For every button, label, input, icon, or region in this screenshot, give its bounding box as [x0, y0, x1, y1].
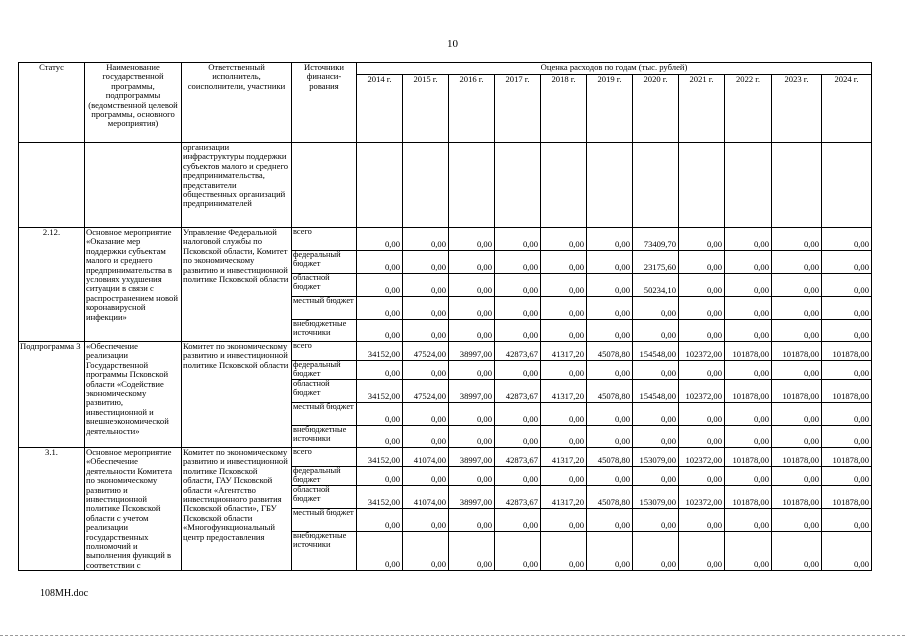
- funding-source: местный бюджет: [292, 509, 357, 532]
- amount-cell: 0,00: [725, 297, 772, 320]
- budget-table: [18, 62, 872, 571]
- amount-cell: 0,00: [403, 228, 449, 251]
- funding-source: федеральный бюджет: [292, 361, 357, 380]
- amount-cell: 0,00: [495, 251, 541, 274]
- amount-cell: 101878,00: [772, 342, 822, 361]
- amount-cell: 0,00: [679, 532, 725, 571]
- table-row: [19, 228, 872, 251]
- amount-cell: 0,00: [822, 297, 872, 320]
- amount-cell: 0,00: [633, 532, 679, 571]
- amount-cell: 0,00: [541, 509, 587, 532]
- amount-cell: 0,00: [587, 251, 633, 274]
- amount-cell: 0,00: [822, 509, 872, 532]
- header-year: 2014 г.: [357, 75, 403, 143]
- amount-cell: 154548,00: [633, 380, 679, 403]
- amount-cell: 0,00: [587, 274, 633, 297]
- amount-cell: 0,00: [357, 509, 403, 532]
- header-executor: Ответственный исполнитель, соисполнители, участники: [182, 63, 292, 143]
- amount-cell: 0,00: [822, 251, 872, 274]
- amount-cell: 0,00: [541, 251, 587, 274]
- amount-cell: 0,00: [541, 274, 587, 297]
- amount-cell: 101878,00: [725, 486, 772, 509]
- amount-cell: 0,00: [495, 467, 541, 486]
- amount-cell: 0,00: [772, 509, 822, 532]
- row-status: Подпрограмма 3: [19, 342, 85, 448]
- amount-cell: 0,00: [587, 403, 633, 426]
- amount-cell: 0,00: [403, 320, 449, 342]
- amount-cell: 0,00: [822, 320, 872, 342]
- amount-cell: 0,00: [357, 361, 403, 380]
- amount-cell: 0,00: [495, 274, 541, 297]
- amount-cell: 41317,20: [541, 380, 587, 403]
- amount-cell: 34152,00: [357, 380, 403, 403]
- amount-cell: 0,00: [587, 361, 633, 380]
- amount-cell: 0,00: [587, 532, 633, 571]
- amount-cell: 0,00: [541, 297, 587, 320]
- amount-cell: 0,00: [633, 297, 679, 320]
- amount-cell: 45078,80: [587, 342, 633, 361]
- amount-cell: 0,00: [822, 274, 872, 297]
- amount-cell: 0,00: [449, 297, 495, 320]
- header-year: 2017 г.: [495, 75, 541, 143]
- amount-cell: 50234,10: [633, 274, 679, 297]
- amount-cell: 0,00: [679, 426, 725, 448]
- amount-cell: 0,00: [541, 320, 587, 342]
- amount-cell: 0,00: [587, 467, 633, 486]
- amount-cell: 0,00: [403, 403, 449, 426]
- header-year: 2016 г.: [449, 75, 495, 143]
- amount-cell: 0,00: [772, 467, 822, 486]
- amount-cell: 0,00: [633, 467, 679, 486]
- header-year: 2022 г.: [725, 75, 772, 143]
- amount-cell: 42873,67: [495, 342, 541, 361]
- amount-cell: 0,00: [633, 320, 679, 342]
- table-row: [19, 448, 872, 467]
- amount-cell: 34152,00: [357, 448, 403, 467]
- funding-source: областной бюджет: [292, 486, 357, 509]
- amount-cell: 101878,00: [725, 380, 772, 403]
- amount-cell: 23175,60: [633, 251, 679, 274]
- amount-cell: 0,00: [725, 274, 772, 297]
- amount-cell: 0,00: [587, 509, 633, 532]
- amount-cell: 0,00: [449, 509, 495, 532]
- amount-cell: 0,00: [587, 228, 633, 251]
- amount-cell: 38997,00: [449, 342, 495, 361]
- amount-cell: 0,00: [679, 297, 725, 320]
- amount-cell: 41317,20: [541, 342, 587, 361]
- amount-cell: 0,00: [357, 320, 403, 342]
- amount-cell: 42873,67: [495, 380, 541, 403]
- amount-cell: 0,00: [679, 251, 725, 274]
- amount-cell: 38997,00: [449, 380, 495, 403]
- amount-cell: 0,00: [587, 297, 633, 320]
- funding-source: местный бюджет: [292, 297, 357, 320]
- amount-cell: 0,00: [822, 361, 872, 380]
- amount-cell: 0,00: [541, 361, 587, 380]
- amount-cell: 0,00: [822, 532, 872, 571]
- amount-cell: 0,00: [357, 297, 403, 320]
- funding-source: областной бюджет: [292, 274, 357, 297]
- amount-cell: 0,00: [725, 320, 772, 342]
- amount-cell: 0,00: [449, 320, 495, 342]
- amount-cell: 0,00: [357, 228, 403, 251]
- amount-cell: 0,00: [541, 228, 587, 251]
- footer-filename: 108МН.doc: [40, 588, 89, 599]
- amount-cell: 0,00: [495, 228, 541, 251]
- amount-cell: 0,00: [725, 532, 772, 571]
- amount-cell: 101878,00: [822, 486, 872, 509]
- funding-source: всего: [292, 228, 357, 251]
- amount-cell: 0,00: [449, 274, 495, 297]
- amount-cell: 47524,00: [403, 380, 449, 403]
- amount-cell: 41074,00: [403, 486, 449, 509]
- funding-source: внебюджетные источники: [292, 320, 357, 342]
- amount-cell: 0,00: [449, 251, 495, 274]
- amount-cell: 101878,00: [822, 342, 872, 361]
- amount-cell: 0,00: [449, 361, 495, 380]
- amount-cell: 153079,00: [633, 486, 679, 509]
- amount-cell: 0,00: [495, 426, 541, 448]
- header-source: Источники финанси- рования: [292, 63, 357, 143]
- amount-cell: 101878,00: [772, 486, 822, 509]
- amount-cell: 0,00: [587, 320, 633, 342]
- amount-cell: 0,00: [772, 274, 822, 297]
- amount-cell: 0,00: [357, 532, 403, 571]
- funding-source: внебюджетные источники: [292, 532, 357, 571]
- amount-cell: 38997,00: [449, 448, 495, 467]
- funding-source: всего: [292, 448, 357, 467]
- funding-source: областной бюджет: [292, 380, 357, 403]
- amount-cell: 0,00: [495, 320, 541, 342]
- amount-cell: 0,00: [403, 467, 449, 486]
- amount-cell: 0,00: [725, 251, 772, 274]
- amount-cell: 101878,00: [822, 380, 872, 403]
- amount-cell: 0,00: [725, 467, 772, 486]
- amount-cell: 0,00: [772, 403, 822, 426]
- header-status: Статус: [19, 63, 85, 143]
- amount-cell: 0,00: [679, 274, 725, 297]
- page-number: 10: [447, 38, 458, 50]
- row-name: Основное мероприятие «Обеспечение деятельности Комитета по экономическому развитию и инвестиционной политике Псковской области с учетом реализации государственных полномочий и выполнения функций в соответствии с: [85, 448, 182, 571]
- amount-cell: 0,00: [679, 467, 725, 486]
- amount-cell: 0,00: [772, 320, 822, 342]
- amount-cell: 0,00: [725, 361, 772, 380]
- amount-cell: 0,00: [679, 403, 725, 426]
- amount-cell: 0,00: [725, 228, 772, 251]
- header-estimate: Оценка расходов по годам (тыс. рублей): [357, 63, 872, 75]
- amount-cell: 0,00: [403, 274, 449, 297]
- amount-cell: 0,00: [403, 532, 449, 571]
- amount-cell: 0,00: [822, 467, 872, 486]
- amount-cell: 0,00: [357, 274, 403, 297]
- funding-source: всего: [292, 342, 357, 361]
- amount-cell: 0,00: [725, 509, 772, 532]
- amount-cell: 0,00: [357, 251, 403, 274]
- amount-cell: 102372,00: [679, 448, 725, 467]
- amount-cell: 0,00: [587, 426, 633, 448]
- amount-cell: 0,00: [403, 361, 449, 380]
- amount-cell: 0,00: [679, 320, 725, 342]
- header-year: 2023 г.: [772, 75, 822, 143]
- funding-source: федеральный бюджет: [292, 467, 357, 486]
- amount-cell: 101878,00: [725, 342, 772, 361]
- amount-cell: 0,00: [772, 426, 822, 448]
- row-executor: Управление Федеральной налоговой службы по Псковской области, Комитет по экономическому развитию и инвестиционной политике Псковской области: [182, 228, 292, 342]
- amount-cell: 0,00: [403, 426, 449, 448]
- row-executor: Комитет по экономическому развитию и инвестиционной политике Псковской области: [182, 342, 292, 448]
- amount-cell: 0,00: [495, 361, 541, 380]
- continuation-executor: организации инфраструктуры поддержки субъектов малого и среднего предпринимательства, представители общественных организаций предпринимателей: [182, 143, 292, 228]
- amount-cell: 0,00: [541, 403, 587, 426]
- funding-source: местный бюджет: [292, 403, 357, 426]
- table-row: [19, 342, 872, 361]
- amount-cell: 0,00: [403, 509, 449, 532]
- amount-cell: 0,00: [633, 509, 679, 532]
- amount-cell: 0,00: [822, 426, 872, 448]
- header-year: 2020 г.: [633, 75, 679, 143]
- header-year: 2019 г.: [587, 75, 633, 143]
- amount-cell: 0,00: [541, 426, 587, 448]
- header-year: 2018 г.: [541, 75, 587, 143]
- amount-cell: 0,00: [772, 251, 822, 274]
- amount-cell: 0,00: [772, 297, 822, 320]
- amount-cell: 0,00: [495, 532, 541, 571]
- row-status: 2.12.: [19, 228, 85, 342]
- header-year: 2021 г.: [679, 75, 725, 143]
- amount-cell: 34152,00: [357, 342, 403, 361]
- row-name: «Обеспечение реализации Государственной программы Псковской области «Содействие экономическому развитию, инвестиционной и внешнеэкономической деятельности»: [85, 342, 182, 448]
- amount-cell: 41317,20: [541, 486, 587, 509]
- amount-cell: 45078,80: [587, 448, 633, 467]
- row-name: Основное мероприятие «Оказание мер поддержки субъектам малого и среднего предпринимательства в условиях ухудшения ситуации в связи с распространением новой коронавирусной инфекции»: [85, 228, 182, 342]
- amount-cell: 0,00: [449, 426, 495, 448]
- amount-cell: 102372,00: [679, 380, 725, 403]
- amount-cell: 0,00: [495, 297, 541, 320]
- amount-cell: 0,00: [633, 403, 679, 426]
- amount-cell: 0,00: [357, 426, 403, 448]
- amount-cell: 47524,00: [403, 342, 449, 361]
- amount-cell: 0,00: [541, 467, 587, 486]
- amount-cell: 34152,00: [357, 486, 403, 509]
- amount-cell: 153079,00: [633, 448, 679, 467]
- row-status: 3.1.: [19, 448, 85, 571]
- amount-cell: 0,00: [449, 403, 495, 426]
- page-edge: [0, 635, 905, 636]
- amount-cell: 0,00: [772, 361, 822, 380]
- amount-cell: 0,00: [725, 403, 772, 426]
- amount-cell: 0,00: [772, 228, 822, 251]
- amount-cell: 0,00: [357, 403, 403, 426]
- amount-cell: 101878,00: [772, 380, 822, 403]
- amount-cell: 101878,00: [772, 448, 822, 467]
- amount-cell: 102372,00: [679, 342, 725, 361]
- amount-cell: 0,00: [725, 426, 772, 448]
- amount-cell: 0,00: [449, 467, 495, 486]
- amount-cell: 42873,67: [495, 486, 541, 509]
- header-year: 2024 г.: [822, 75, 872, 143]
- amount-cell: 38997,00: [449, 486, 495, 509]
- amount-cell: 0,00: [449, 532, 495, 571]
- amount-cell: 0,00: [403, 297, 449, 320]
- amount-cell: 0,00: [357, 467, 403, 486]
- amount-cell: 0,00: [822, 403, 872, 426]
- amount-cell: 0,00: [403, 251, 449, 274]
- amount-cell: 41074,00: [403, 448, 449, 467]
- amount-cell: 0,00: [495, 509, 541, 532]
- amount-cell: 0,00: [495, 403, 541, 426]
- amount-cell: 0,00: [449, 228, 495, 251]
- amount-cell: 45078,80: [587, 380, 633, 403]
- amount-cell: 101878,00: [822, 448, 872, 467]
- amount-cell: 0,00: [679, 509, 725, 532]
- amount-cell: 0,00: [633, 361, 679, 380]
- amount-cell: 102372,00: [679, 486, 725, 509]
- amount-cell: 0,00: [679, 228, 725, 251]
- funding-source: внебюджетные источники: [292, 426, 357, 448]
- amount-cell: 0,00: [772, 532, 822, 571]
- amount-cell: 0,00: [633, 426, 679, 448]
- amount-cell: 0,00: [541, 532, 587, 571]
- amount-cell: 154548,00: [633, 342, 679, 361]
- row-executor: Комитет по экономическому развитию и инвестиционной политике Псковской области, ГАУ Псковской области «Агентство инвестиционного развития Псковской области», ГБУ Псковской области «Многофункциональный центр предоставления: [182, 448, 292, 571]
- header-name: Наименование государственной программы, подпрограммы (ведомственной целевой программы, основного мероприятия): [85, 63, 182, 143]
- amount-cell: 42873,67: [495, 448, 541, 467]
- amount-cell: 0,00: [679, 361, 725, 380]
- continuation-row: [19, 143, 872, 228]
- amount-cell: 0,00: [822, 228, 872, 251]
- amount-cell: 45078,80: [587, 486, 633, 509]
- amount-cell: 41317,20: [541, 448, 587, 467]
- funding-source: федеральный бюджет: [292, 251, 357, 274]
- header-year: 2015 г.: [403, 75, 449, 143]
- amount-cell: 73409,70: [633, 228, 679, 251]
- amount-cell: 101878,00: [725, 448, 772, 467]
